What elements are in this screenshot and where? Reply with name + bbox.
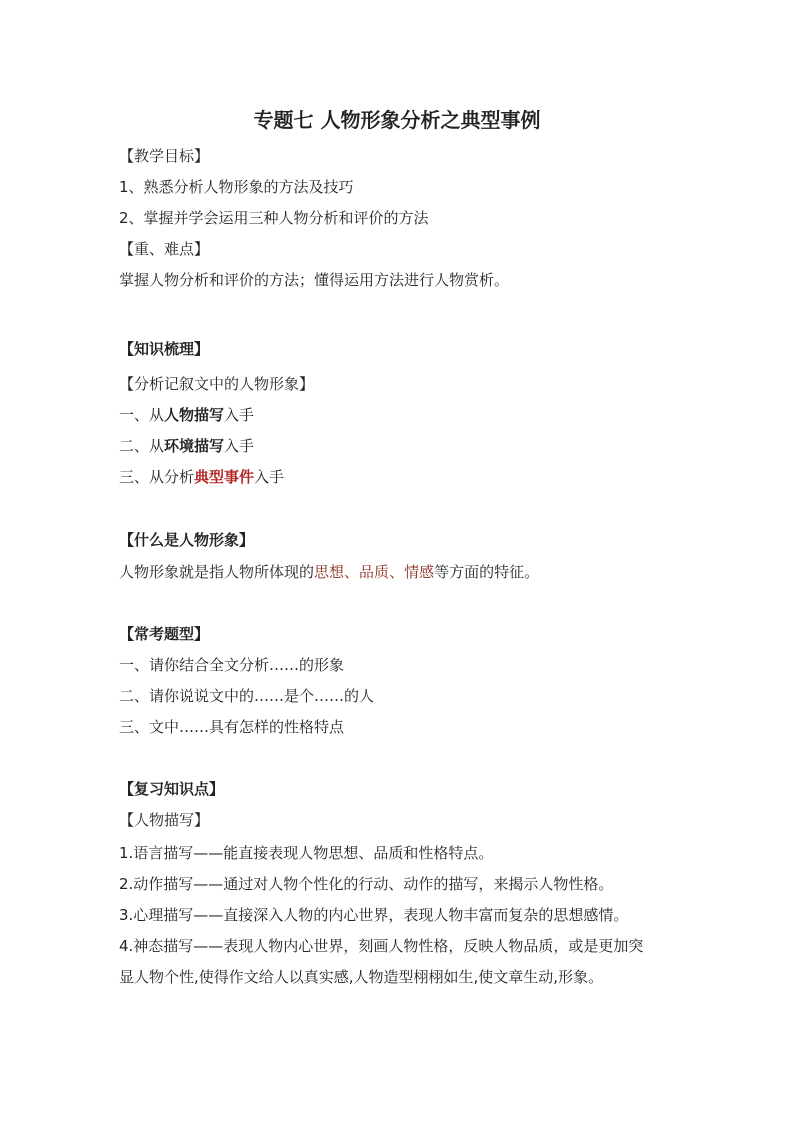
- item-suffix: 入手: [254, 468, 285, 486]
- review-item: 1.语言描写——能直接表现人物思想、品质和性格特点。: [119, 844, 494, 862]
- knowledge-item: [119, 436, 254, 456]
- goal-item: 1、熟悉分析人物形象的方法及技巧: [119, 178, 354, 196]
- item-keyword-highlight: 典型事件: [194, 468, 255, 486]
- item-keyword: 人物描写: [164, 406, 225, 424]
- section-heading-review: 【复习知识点】: [119, 780, 225, 798]
- separator: 、: [344, 563, 360, 581]
- page-title: 专题七 人物形象分析之典型事例: [253, 108, 541, 132]
- item-suffix: 入手: [224, 437, 255, 455]
- text-pre: 人物形象就是指人物所体现的: [119, 563, 315, 581]
- section-heading-what-is: 【什么是人物形象】: [119, 531, 255, 549]
- question-type-item: 二、请你说说文中的……是个……的人: [119, 687, 375, 705]
- key-points-text: 掌握人物分析和评价的方法；懂得运用方法进行人物赏析。: [119, 271, 510, 289]
- review-item: 2.动作描写——通过对人物个性化的行动、动作的描写，来揭示人物性格。: [119, 875, 614, 893]
- subheading-description: 【人物描写】: [119, 811, 210, 829]
- keyword-emotion: 情感: [404, 563, 435, 581]
- item-prefix: 三、从分析: [119, 468, 195, 486]
- section-heading-question-types: 【常考题型】: [119, 625, 210, 643]
- item-prefix: 一、从: [119, 406, 165, 424]
- knowledge-item: [119, 405, 254, 425]
- text-post: 等方面的特征。: [434, 563, 540, 581]
- separator: 、: [389, 563, 405, 581]
- review-item: 3.心理描写——直接深入人物的内心世界，表现人物丰富而复杂的思想感情。: [119, 906, 629, 924]
- what-is-text: [119, 562, 539, 582]
- question-type-item: 三、文中……具有怎样的性格特点: [119, 718, 345, 736]
- section-heading-goals: 【教学目标】: [119, 147, 210, 165]
- keyword-thought: 思想: [314, 563, 345, 581]
- question-type-item: 一、请你结合全文分析……的形象: [119, 656, 345, 674]
- section-heading-key-points: 【重、难点】: [119, 240, 210, 258]
- item-prefix: 二、从: [119, 437, 165, 455]
- review-item-continuation: 显人物个性,使得作文给人以真实感,人物造型栩栩如生,使文章生动,形象。: [119, 968, 604, 986]
- section-heading-knowledge: 【知识梳理】: [119, 340, 210, 358]
- item-keyword: 环境描写: [164, 437, 225, 455]
- item-suffix: 入手: [224, 406, 255, 424]
- keyword-quality: 品质: [359, 563, 390, 581]
- review-item: 4.神态描写——表现人物内心世界，刻画人物性格，反映人物品质，或是更加突: [119, 937, 644, 955]
- subheading-analysis: 【分析记叙文中的人物形象】: [119, 375, 315, 393]
- goal-item: 2、掌握并学会运用三种人物分析和评价的方法: [119, 209, 429, 227]
- knowledge-item: [119, 467, 284, 487]
